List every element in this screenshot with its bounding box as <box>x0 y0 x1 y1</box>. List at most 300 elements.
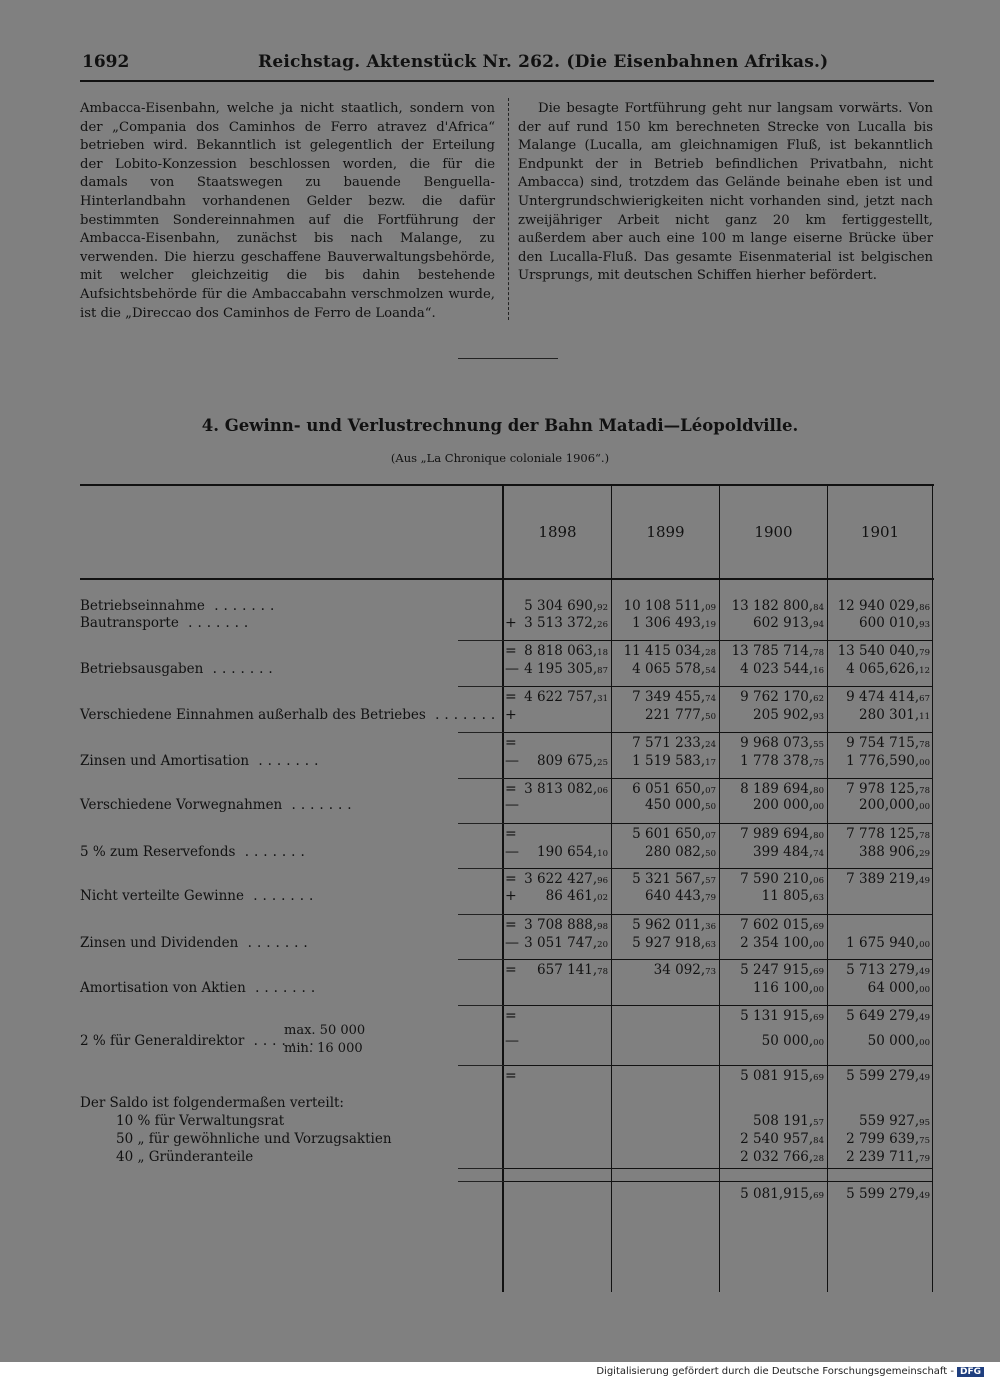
table-cell <box>846 826 930 842</box>
row-sign: = <box>505 962 517 978</box>
table-cell <box>740 661 824 677</box>
row-sign: = <box>505 917 517 933</box>
table-cell <box>740 1008 824 1024</box>
subtotal-rule <box>458 1168 508 1169</box>
cell-decimals: 00 <box>919 758 930 768</box>
cell-decimals: 80 <box>813 831 824 841</box>
cell-value: 1 776,590, <box>846 753 920 769</box>
table-cell <box>753 797 824 813</box>
subtotal-rule <box>504 914 932 915</box>
leader-dots: ....... <box>425 707 501 723</box>
cell-decimals: 00 <box>813 940 824 950</box>
cell-decimals: 67 <box>919 694 930 704</box>
cell-decimals: 57 <box>705 876 716 886</box>
cell-decimals: 69 <box>813 1191 824 1201</box>
table-cell <box>762 1033 824 1049</box>
cell-value: 200 000, <box>753 797 814 813</box>
table-cell <box>868 1033 930 1049</box>
dfg-logo: DFG <box>957 1367 984 1377</box>
right-text-column <box>518 100 933 286</box>
cell-value: 190 654, <box>537 844 598 860</box>
cell-value: 280 301, <box>859 707 920 723</box>
table-cell <box>846 1186 930 1202</box>
row-label-text: Betriebsausgaben <box>80 661 204 677</box>
cell-value: 4 622 757, <box>524 689 598 705</box>
table-cell <box>524 689 608 705</box>
cell-decimals: 63 <box>705 940 716 950</box>
cell-decimals: 11 <box>919 712 930 722</box>
director-max: max. 50 000 <box>284 1023 366 1038</box>
cell-decimals: 07 <box>705 786 716 796</box>
year-header: 1898 <box>538 523 577 541</box>
cell-decimals: 78 <box>919 786 930 796</box>
row-sign: = <box>505 1008 517 1024</box>
cell-decimals: 49 <box>919 1073 930 1083</box>
table-cell <box>846 962 930 978</box>
cell-value: 657 141, <box>537 962 598 978</box>
subtotal-rule <box>504 640 932 641</box>
cell-decimals: 18 <box>597 648 608 658</box>
table-cell <box>846 1008 930 1024</box>
table-cell <box>859 844 930 860</box>
subtotal-rule <box>458 686 508 687</box>
row-label <box>80 797 357 813</box>
table-cell <box>632 661 716 677</box>
table-cell <box>632 689 716 705</box>
row-label-text: Verschiedene Vorwegnahmen <box>80 797 283 813</box>
table-cell <box>859 1113 930 1129</box>
table-cell <box>740 689 824 705</box>
cell-value: 7 778 125, <box>846 826 920 842</box>
table-column-rule <box>502 486 504 1292</box>
cell-decimals: 54 <box>705 666 716 676</box>
table-cell <box>838 643 930 659</box>
table-cell <box>624 643 716 659</box>
row-sign: + <box>505 615 517 631</box>
row-label-text: Bautransporte <box>80 615 179 631</box>
cell-value: 8 818 063, <box>524 643 598 659</box>
subtotal-rule <box>458 778 508 779</box>
table-cell <box>753 707 824 723</box>
cell-decimals: 06 <box>813 876 824 886</box>
subtotal-rule <box>458 732 508 733</box>
table-cell <box>632 935 716 951</box>
cell-value: 5 247 915, <box>740 962 814 978</box>
table-cell <box>846 871 930 887</box>
table-cell <box>524 598 608 614</box>
cell-decimals: 20 <box>597 940 608 950</box>
subtotal-rule <box>504 732 932 733</box>
cell-value: 5 599 279, <box>846 1186 920 1202</box>
table-cell <box>740 781 824 797</box>
row-sign: = <box>505 689 517 705</box>
row-sign: = <box>505 1068 517 1084</box>
cell-decimals: 55 <box>813 740 824 750</box>
subtotal-rule <box>458 868 508 869</box>
page-number: 1692 <box>82 52 130 72</box>
subtotal-rule <box>458 1181 508 1182</box>
subtotal-rule <box>458 959 508 960</box>
saldo-heading: Der Saldo ist folgendermaßen verteilt: <box>80 1095 344 1111</box>
cell-decimals: 57 <box>813 1118 824 1128</box>
cell-value: 13 182 800, <box>731 598 814 614</box>
cell-value: 9 754 715, <box>846 735 920 751</box>
cell-value: 7 349 455, <box>632 689 706 705</box>
cell-value: 5 713 279, <box>846 962 920 978</box>
cell-decimals: 93 <box>813 712 824 722</box>
cell-value: 10 108 511, <box>623 598 706 614</box>
cell-value: 508 191, <box>753 1113 814 1129</box>
cell-value: 5 131 915, <box>740 1008 814 1024</box>
leader-dots: ....... <box>244 1033 319 1049</box>
cell-decimals: 62 <box>813 694 824 704</box>
row-label-text: Verschiedene Einnahmen außerhalb des Betriebes <box>80 707 426 723</box>
cell-value: 3 513 372, <box>524 615 598 631</box>
cell-decimals: 50 <box>705 849 716 859</box>
table-column-rule <box>719 486 720 1292</box>
cell-decimals: 79 <box>919 1154 930 1164</box>
section-divider <box>458 358 558 359</box>
cell-value: 7 389 219, <box>846 871 920 887</box>
row-sign: — <box>505 844 519 860</box>
cell-value: 8 189 694, <box>740 781 814 797</box>
cell-value: 5 962 011, <box>632 917 706 933</box>
cell-decimals: 00 <box>813 1038 824 1048</box>
cell-decimals: 69 <box>813 1073 824 1083</box>
table-column-rule <box>827 486 828 1292</box>
leader-dots: ....... <box>178 615 254 631</box>
table-cell <box>537 844 608 860</box>
table-cell <box>859 615 930 631</box>
cell-decimals: 87 <box>597 666 608 676</box>
leader-dots: ....... <box>235 844 310 860</box>
director-min: min. 16 000 <box>284 1041 363 1056</box>
cell-decimals: 69 <box>813 1013 824 1023</box>
cell-value: 1 306 493, <box>632 615 706 631</box>
table-cell <box>632 781 716 797</box>
cell-value: 6 051 650, <box>632 781 706 797</box>
cell-value: 600 010, <box>859 615 920 631</box>
cell-decimals: 28 <box>813 1154 824 1164</box>
table-cell <box>740 917 824 933</box>
cell-decimals: 00 <box>919 985 930 995</box>
cell-decimals: 49 <box>919 1013 930 1023</box>
table-cell <box>740 871 824 887</box>
cell-decimals: 25 <box>597 758 608 768</box>
cell-decimals: 79 <box>705 893 716 903</box>
cell-value: 559 927, <box>859 1113 920 1129</box>
row-label <box>80 1033 319 1049</box>
cell-decimals: 02 <box>597 893 608 903</box>
subtotal-rule <box>504 1065 932 1066</box>
cell-decimals: 49 <box>919 967 930 977</box>
table-cell <box>537 753 608 769</box>
row-sign: = <box>505 735 517 751</box>
cell-decimals: 50 <box>705 802 716 812</box>
cell-decimals: 98 <box>597 922 608 932</box>
cell-value: 5 599 279, <box>846 1068 920 1084</box>
left-paragraph: Ambacca-Eisenbahn, welche ja nicht staatlich, sondern von der „Compania dos Caminhos de Ferro atravez d'Africa“ betrieben wird. Bekanntlich ist gelegentlich der Erteilung der Lobito-Konzession beschlossen worden, die für die damals von Staatswegen zu bauende Benguella-Hinterlandbahn vorhandenen Gelder bezw. die dafür bestimmten Sondereinnahmen auf die Fortführung der Ambacca-Eisenbahn, zunächst bis nach Malange, zu verwenden. Die hierzu geschaffene Bauverwaltungsbehörde, mit welcher gleichzeitig die bis dahin bestehende Aufsichtsbehörde für die Ambaccabahn verschmolzen wurde, ist die „Direccao dos Caminhos de Ferro de Loanda“. <box>80 101 495 321</box>
table-cell <box>632 735 716 751</box>
row-label-text: 5 % zum Reservefonds <box>80 844 236 860</box>
table-cell <box>632 917 716 933</box>
cell-decimals: 74 <box>813 849 824 859</box>
table-cell <box>632 753 716 769</box>
cell-value: 116 100, <box>753 980 814 996</box>
subtotal-rule <box>458 823 508 824</box>
cell-value: 11 805, <box>761 888 814 904</box>
cell-decimals: 69 <box>813 967 824 977</box>
table-cell <box>645 797 716 813</box>
cell-value: 388 906, <box>859 844 920 860</box>
table-cell <box>524 917 608 933</box>
subtotal-rule <box>504 686 932 687</box>
cell-decimals: 50 <box>705 712 716 722</box>
cell-decimals: 00 <box>919 802 930 812</box>
table-cell <box>645 844 716 860</box>
row-sign: — <box>505 1033 519 1049</box>
cell-value: 5 927 918, <box>632 935 706 951</box>
table-header-rule <box>80 578 934 580</box>
cell-decimals: 19 <box>705 620 716 630</box>
table-cell <box>632 615 716 631</box>
table-cell <box>524 781 608 797</box>
table-cell <box>753 980 824 996</box>
cell-decimals: 95 <box>919 1118 930 1128</box>
row-label <box>80 707 500 723</box>
table-cell <box>524 661 608 677</box>
table-cell <box>654 962 716 978</box>
running-header: Reichstag. Aktenstück Nr. 262. (Die Eisenbahnen Afrikas.) <box>258 52 829 72</box>
row-label-text: Betriebseinnahme <box>80 598 205 614</box>
cell-decimals: 10 <box>597 849 608 859</box>
table-cell <box>524 871 608 887</box>
cell-decimals: 93 <box>919 620 930 630</box>
table-cell <box>846 661 930 677</box>
cell-decimals: 78 <box>597 967 608 977</box>
saldo-item-label: 10 % für Verwaltungsrat <box>116 1113 285 1129</box>
year-header: 1901 <box>860 523 900 541</box>
cell-value: 50 000, <box>867 1033 920 1049</box>
table-cell <box>624 598 716 614</box>
cell-value: 4 065 578, <box>632 661 706 677</box>
row-sign: = <box>505 643 517 659</box>
row-label <box>80 598 279 614</box>
cell-value: 13 540 040, <box>837 643 920 659</box>
cell-value: 5 304 690, <box>524 598 598 614</box>
table-cell <box>846 1131 930 1147</box>
cell-decimals: 17 <box>705 758 716 768</box>
cell-decimals: 00 <box>919 940 930 950</box>
saldo-item-label: 50 „ für gewöhnliche und Vorzugsaktien <box>116 1131 392 1147</box>
cell-value: 450 000, <box>645 797 706 813</box>
cell-decimals: 69 <box>813 922 824 932</box>
cell-decimals: 49 <box>919 876 930 886</box>
cell-value: 3 708 888, <box>524 917 598 933</box>
cell-decimals: 78 <box>813 648 824 658</box>
subtotal-rule <box>504 959 932 960</box>
subtotal-rule <box>504 868 932 869</box>
subtotal-rule <box>504 823 932 824</box>
table-cell <box>632 826 716 842</box>
row-sign: = <box>505 826 517 842</box>
cell-decimals: 80 <box>813 786 824 796</box>
cell-value: 3 622 427, <box>524 871 598 887</box>
cell-decimals: 29 <box>919 849 930 859</box>
row-label <box>80 844 310 860</box>
table-cell <box>846 935 930 951</box>
table-cell <box>846 781 930 797</box>
cell-value: 5 649 279, <box>846 1008 920 1024</box>
cell-value: 7 978 125, <box>846 781 920 797</box>
row-label <box>80 615 253 631</box>
cell-decimals: 00 <box>813 802 824 812</box>
table-cell <box>740 753 824 769</box>
table-cell <box>846 1149 930 1165</box>
row-sign: — <box>505 797 519 813</box>
section-title: 4. Gewinn- und Verlustrechnung der Bahn Matadi—Léopoldville. <box>201 416 799 435</box>
cell-decimals: 12 <box>919 666 930 676</box>
leader-dots: ....... <box>204 598 280 614</box>
row-label-text: Zinsen und Amortisation <box>80 753 250 769</box>
cell-value: 1 519 583, <box>632 753 706 769</box>
cell-value: 221 777, <box>645 707 706 723</box>
cell-decimals: 79 <box>919 648 930 658</box>
cell-value: 5 321 567, <box>632 871 706 887</box>
leader-dots: ....... <box>203 661 278 677</box>
table-cell <box>632 871 716 887</box>
table-cell <box>740 1186 824 1202</box>
table-cell <box>732 598 824 614</box>
cell-decimals: 94 <box>813 620 824 630</box>
cell-decimals: 00 <box>919 1038 930 1048</box>
table-column-rule <box>611 486 612 1292</box>
subtotal-rule <box>504 1168 932 1169</box>
cell-decimals: 84 <box>813 603 824 613</box>
table-cell <box>524 615 608 631</box>
leader-dots: ....... <box>249 753 324 769</box>
cell-value: 4 065,626, <box>846 661 920 677</box>
table-cell <box>524 643 608 659</box>
cell-value: 5 081,915, <box>740 1186 814 1202</box>
cell-value: 205 902, <box>753 707 814 723</box>
cell-value: 64 000, <box>867 980 920 996</box>
cell-decimals: 16 <box>813 666 824 676</box>
table-cell <box>859 707 930 723</box>
cell-decimals: 24 <box>705 740 716 750</box>
cell-value: 1 778 378, <box>740 753 814 769</box>
cell-value: 2 540 957, <box>740 1131 814 1147</box>
column-separator <box>508 98 509 320</box>
cell-value: 2 799 639, <box>846 1131 920 1147</box>
cell-decimals: 09 <box>705 603 716 613</box>
table-cell <box>740 826 824 842</box>
subtotal-rule <box>458 914 508 915</box>
subtotal-rule <box>504 1005 932 1006</box>
header-rule <box>80 80 934 82</box>
row-label-text: 2 % für Generaldirektor <box>80 1033 245 1049</box>
table-cell <box>846 689 930 705</box>
table-cell <box>846 1068 930 1084</box>
cell-value: 9 968 073, <box>740 735 814 751</box>
row-label-text: Nicht verteilte Gewinne <box>80 888 244 904</box>
table-cell <box>645 707 716 723</box>
cell-decimals: 07 <box>705 831 716 841</box>
table-cell <box>838 598 930 614</box>
cell-value: 9 762 170, <box>740 689 814 705</box>
cell-value: 3 051 747, <box>524 935 598 951</box>
table-cell <box>740 735 824 751</box>
row-label <box>80 980 320 996</box>
cell-value: 9 474 414, <box>846 689 920 705</box>
cell-value: 2 239 711, <box>846 1149 920 1165</box>
cell-decimals: 06 <box>597 786 608 796</box>
table-top-rule <box>80 484 934 486</box>
cell-value: 5 081 915, <box>740 1068 814 1084</box>
leader-dots: ....... <box>243 888 319 904</box>
footer-text: Digitalisierung gefördert durch die Deutsche Forschungsgemeinschaft - <box>596 1366 954 1377</box>
table-cell <box>753 844 824 860</box>
table-cell <box>732 643 824 659</box>
cell-decimals: 92 <box>597 603 608 613</box>
cell-value: 5 601 650, <box>632 826 706 842</box>
table-cell <box>740 1068 824 1084</box>
section-subtitle: (Aus „La Chronique coloniale 1906“.) <box>390 451 610 465</box>
table-cell <box>524 935 608 951</box>
row-sign: + <box>505 707 517 723</box>
table-cell <box>846 753 930 769</box>
subtotal-rule <box>504 778 932 779</box>
table-cell <box>868 980 930 996</box>
table-cell <box>537 962 608 978</box>
cell-value: 1 675 940, <box>846 935 920 951</box>
cell-value: 399 484, <box>753 844 814 860</box>
cell-decimals: 36 <box>705 922 716 932</box>
cell-value: 13 785 714, <box>731 643 814 659</box>
cell-decimals: 49 <box>919 1191 930 1201</box>
table-cell <box>740 1131 824 1147</box>
cell-value: 602 913, <box>753 615 814 631</box>
cell-value: 4 195 305, <box>524 661 598 677</box>
left-text-column <box>80 100 495 323</box>
cell-value: 34 092, <box>653 962 706 978</box>
cell-decimals: 86 <box>919 603 930 613</box>
cell-value: 12 940 029, <box>837 598 920 614</box>
cell-decimals: 96 <box>597 876 608 886</box>
row-sign: = <box>505 871 517 887</box>
cell-value: 11 415 034, <box>623 643 706 659</box>
row-label <box>80 888 318 904</box>
cell-decimals: 84 <box>813 1136 824 1146</box>
cell-value: 7 571 233, <box>632 735 706 751</box>
footer-credit <box>596 1366 984 1377</box>
row-sign: — <box>505 935 519 951</box>
year-header: 1900 <box>754 523 793 541</box>
table-cell <box>753 1113 824 1129</box>
cell-decimals: 00 <box>813 985 824 995</box>
table-column-rule <box>932 486 933 1292</box>
table-cell <box>740 962 824 978</box>
cell-value: 7 602 015, <box>740 917 814 933</box>
cell-value: 200,000, <box>859 797 920 813</box>
table-cell <box>546 888 608 904</box>
row-label-text: Zinsen und Dividenden <box>80 935 239 951</box>
table-cell <box>846 735 930 751</box>
subtotal-rule <box>504 1181 932 1182</box>
leader-dots: ....... <box>282 797 357 813</box>
row-label <box>80 753 323 769</box>
row-label-text: Amortisation von Aktien <box>80 980 246 996</box>
